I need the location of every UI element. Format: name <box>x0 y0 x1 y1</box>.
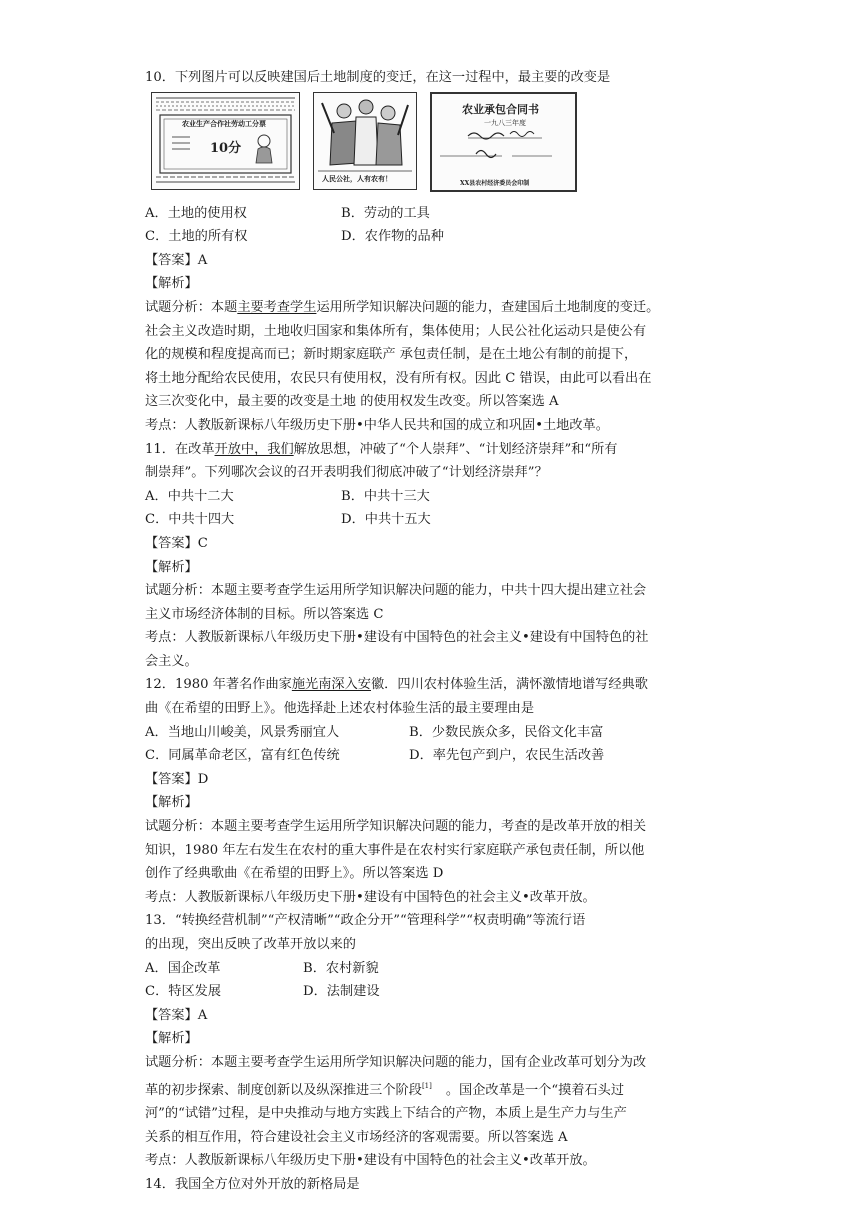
q12-analysis-label: 【解析】 <box>145 795 198 811</box>
q10-images <box>145 92 715 198</box>
ticket-title: 农业生产合作社劳动工分票 <box>182 118 266 128</box>
q11-options-row2 <box>145 508 715 532</box>
q12-analysis-line: 知识，1980 年左右发生在农村的重大事件是在农村实行家庭联产承包责任制，所以他 <box>145 842 645 858</box>
poster-caption: 人民公社，人有农有！ <box>322 173 392 183</box>
q13-analysis-label: 【解析】 <box>145 1031 198 1047</box>
q13-analysis-line: 革的初步探索、制度创新以及纵深推进三个阶段[1] 。国企改革是一个“摸着石头过 <box>145 1081 625 1098</box>
workpoint-ticket-image <box>151 92 300 190</box>
ticket-value: 10分 <box>210 140 242 156</box>
q10-answer: 【答案】A <box>145 252 208 268</box>
q13-options-row1 <box>145 957 715 981</box>
q10-kaodian: 考点：人教版新课标八年级历史下册•中华人民共和国的成立和巩固•土地改革。 <box>145 417 609 433</box>
contract-date: 一九八三年度 <box>484 118 526 127</box>
q11-kaodian: 考点：人教版新课标八年级历史下册•建设有中国特色的社会主义•建设有中国特色的社 <box>145 630 649 646</box>
q12-option-a: A．当地山川峻美，风景秀丽宜人 <box>145 724 340 740</box>
q12-answer: 【答案】D <box>145 771 209 787</box>
q13-options-row2 <box>145 980 715 1004</box>
q10-option-b: B．劳动的工具 <box>341 205 430 221</box>
q13-analysis-line: 关系的相互作用，符合建设社会主义市场经济的客观需要。所以答案选 A <box>145 1129 568 1145</box>
q11-option-d: D．中共十五大 <box>341 512 431 528</box>
q13-stem: 13．“转换经营机制”“产权清晰”“政企分开”“管理科学”“权责明确”等流行语 <box>145 913 586 929</box>
q13-option-d: D．法制建设 <box>303 984 380 1000</box>
q12-stem: 曲《在希望的田野上》。他选择赴上述农村体验生活的最主要理由是 <box>145 701 535 717</box>
q12-analysis-line: 创作了经典歌曲《在希望的田野上》。所以答案选 D <box>145 866 444 882</box>
q11-stem: 制崇拜”。下列哪次会议的召开表明我们彻底冲破了“计划经济崇拜”？ <box>145 465 548 481</box>
q13-answer: 【答案】A <box>145 1007 208 1023</box>
q13-option-b: B．农村新貌 <box>303 960 379 976</box>
q14-stem: 14．我国全方位对外开放的新格局是 <box>145 1176 360 1192</box>
q10-analysis-line: 将土地分配给农民使用，农民只有使用权，没有所有权。因此 C 错误，由此可以看出在 <box>145 370 652 386</box>
footnote-ref[interactable]: [1] <box>421 1081 432 1090</box>
q11-analysis-label: 【解析】 <box>145 559 198 575</box>
q13-option-c: C．特区发展 <box>145 984 222 1000</box>
q11-option-a: A．中共十二大 <box>145 488 234 504</box>
q11-option-b: B．中共十三大 <box>341 488 430 504</box>
q12-analysis-line: 试题分析：本题主要考查学生运用所学知识解决问题的能力，考查的是改革开放的相关 <box>145 819 647 835</box>
q13-analysis-line: 试题分析：本题主要考查学生运用所学知识解决问题的能力，国有企业改革可划分为改 <box>145 1054 647 1070</box>
q10-option-d: D．农作物的品种 <box>341 229 444 245</box>
q11-stem: 11．在改革开放中，我们解放思想，冲破了“个人崇拜”、“计划经济崇拜”和“所有 <box>145 441 618 457</box>
contract-image <box>430 92 577 192</box>
q10-analysis-line: 社会主义改造时期，土地收归国家和集体所有，集体使用；人民公社化运动只是使公有 <box>145 323 647 339</box>
q11-kaodian: 会主义。 <box>145 653 198 669</box>
q10-options-row2 <box>145 225 715 249</box>
contract-title: 农业承包合同书 <box>462 102 539 116</box>
q13-kaodian: 考点：人教版新课标八年级历史下册•建设有中国特色的社会主义•改革开放。 <box>145 1153 596 1169</box>
q12-options-row2 <box>145 744 715 768</box>
q13-stem: 的出现，突出反映了改革开放以来的 <box>145 937 356 952</box>
q12-options-row1 <box>145 721 715 745</box>
q10-stem: 10．下列图片可以反映建国后土地制度的变迁，在这一过程中，最主要的改变是 <box>145 70 611 85</box>
q13-option-a: A．国企改革 <box>145 960 221 976</box>
q11-analysis-line: 试题分析：本题主要考查学生运用所学知识解决问题的能力，中共十四大提出建立社会 <box>145 583 647 599</box>
q10-analysis-line: 试题分析：本题主要考查学生运用所学知识解决问题的能力，查建国后土地制度的变迁。 <box>145 299 660 315</box>
q11-answer: 【答案】C <box>145 535 208 551</box>
q12-stem: 12．1980 年著名作曲家施光南深入安徽．四川农村体验生活，满怀激情地谱写经典歌 <box>145 677 648 693</box>
q11-option-c: C．中共十四大 <box>145 512 235 528</box>
q11-options-row1 <box>145 485 715 509</box>
q10-options-row1 <box>145 202 715 226</box>
q12-kaodian: 考点：人教版新课标八年级历史下册•建设有中国特色的社会主义•改革开放。 <box>145 889 596 905</box>
q12-option-b: B．少数民族众多，民俗文化丰富 <box>409 724 604 740</box>
commune-poster-image <box>313 92 417 190</box>
q11-analysis-line: 主义市场经济体制的目标。所以答案选 C <box>145 606 384 622</box>
document-page <box>145 66 715 1197</box>
contract-footer: XX县农村经济委员会印制 <box>460 179 530 187</box>
q12-option-c: C．同属革命老区，富有红色传统 <box>145 748 340 764</box>
q10-option-c: C．土地的所有权 <box>145 229 248 245</box>
q12-option-d: D．率先包产到户，农民生活改善 <box>409 748 605 764</box>
q10-analysis-label: 【解析】 <box>145 276 198 292</box>
q10-analysis-line: 这三次变化中，最主要的改变是土地 的使用权发生改变。所以答案选 A <box>145 394 559 410</box>
q13-analysis-line: 河”的“试错”过程，是中央推动与地方实践上下结合的产物，本质上是生产力与生产 <box>145 1106 627 1122</box>
q10-option-a: A．土地的使用权 <box>145 205 247 221</box>
q10-analysis-line: 化的规模和程度提高而已；新时期家庭联产 承包责任制，是在土地公有制的前提下， <box>145 347 638 363</box>
